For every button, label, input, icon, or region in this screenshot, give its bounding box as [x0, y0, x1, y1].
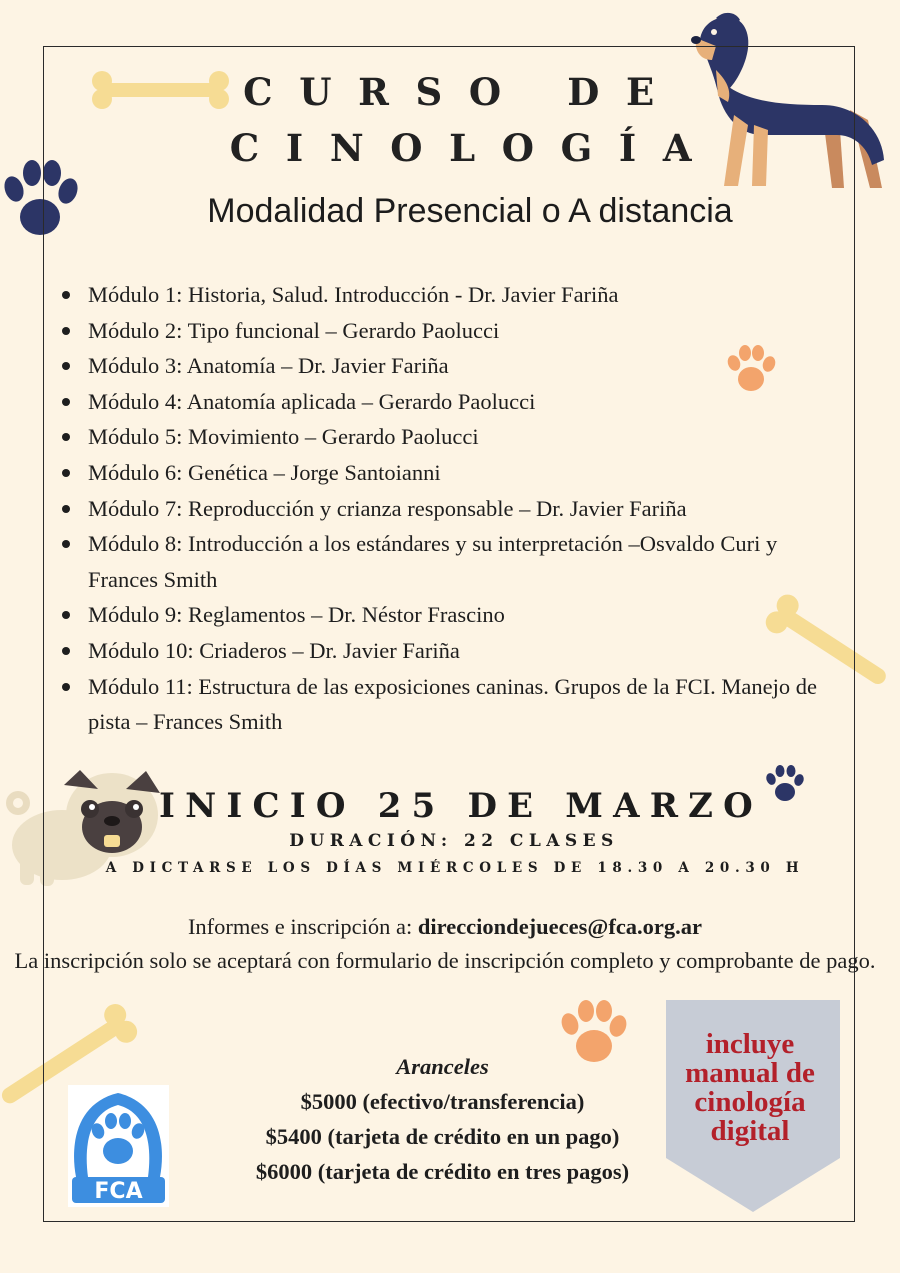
bullet-icon — [62, 433, 70, 441]
modules-list — [62, 277, 852, 740]
module-text: Módulo 1: Historia, Salud. Introducción - Dr. Javier Fariña — [88, 282, 619, 307]
list-item — [62, 384, 852, 420]
duration-text: DURACIÓN: 22 CLASES — [289, 831, 619, 851]
module-text: Módulo 3: Anatomía – Dr. Javier Fariña — [88, 353, 449, 379]
list-item — [62, 633, 852, 669]
bullet-icon — [62, 469, 70, 477]
bullet-icon — [62, 540, 70, 548]
registration-label: Informes e inscripción a: — [187, 914, 418, 939]
fees-heading: Aranceles — [396, 1054, 489, 1079]
list-item — [62, 491, 852, 527]
bullet-icon — [62, 683, 70, 691]
list-item — [62, 669, 852, 740]
module-text: Módulo 7: Reproducción y crianza responsable – Dr. Javier Fariña — [88, 495, 687, 521]
badge-line: cinología — [694, 1086, 806, 1118]
badge-line: manual de — [685, 1057, 815, 1089]
fee-item: $6000 (tarjeta de crédito en tres pagos) — [255, 1159, 630, 1184]
fee-item: $5000 (efectivo/transferencia) — [300, 1089, 585, 1114]
bullet-icon — [62, 398, 70, 406]
modality-subtitle: Modalidad Presencial o A distancia — [207, 192, 733, 230]
manual-badge-text — [666, 1030, 834, 1146]
bullet-icon — [62, 327, 70, 335]
start-date-heading: INICIO 25 DE MARZO — [158, 786, 763, 826]
registration-info — [0, 910, 890, 978]
module-text: Módulo 6: Genética – Jorge Santoianni — [88, 459, 441, 485]
module-text: Módulo 9: Reglamentos – Dr. Néstor Frascino — [88, 602, 505, 628]
badge-line: incluye — [705, 1028, 795, 1060]
list-item — [62, 419, 852, 455]
list-item — [62, 526, 852, 597]
module-text: Módulo 8: Introducción a los estándares y su interpretación –Osvaldo Curi y Frances Smith — [88, 531, 778, 592]
registration-note: La inscripción solo se aceptará con formulario de inscripción completo y comprobante de pago. — [14, 948, 876, 973]
bullet-icon — [62, 505, 70, 513]
bullet-icon — [62, 362, 70, 370]
badge-line: digital — [710, 1115, 790, 1147]
list-item — [62, 313, 852, 349]
module-text: Módulo 10: Criaderos – Dr. Javier Fariña — [88, 637, 460, 663]
course-title-line2: CINOLOGÍA — [229, 126, 719, 170]
class-days-text: A DICTARSE LOS DÍAS MIÉRCOLES DE 18.30 A 20.30 H — [105, 860, 805, 876]
list-item — [62, 455, 852, 491]
course-title-line1: CURSO DE — [243, 70, 681, 114]
bullet-icon — [62, 291, 70, 299]
fee-item: $5400 (tarjeta de crédito en un pago) — [265, 1124, 620, 1149]
bullet-icon — [62, 611, 70, 619]
bullet-icon — [62, 647, 70, 655]
module-text: Módulo 2: Tipo funcional – Gerardo Paolucci — [88, 317, 500, 343]
list-item — [62, 597, 852, 633]
module-text: Módulo 5: Movimiento – Gerardo Paolucci — [88, 424, 479, 450]
list-item — [62, 348, 852, 384]
fca-logo-icon — [68, 1085, 169, 1207]
fca-logo-text: FCA — [94, 1179, 143, 1204]
list-item — [62, 277, 852, 313]
contact-email[interactable]: direcciondejueces@fca.org.ar — [417, 914, 703, 939]
module-text: Módulo 4: Anatomía aplicada – Gerardo Paolucci — [88, 388, 536, 414]
fees-section — [180, 1049, 705, 1189]
registration-line — [0, 910, 890, 944]
module-text: Módulo 11: Estructura de las exposiciones caninas. Grupos de la FCI. Manejo de pista – Frances Smith — [88, 673, 818, 735]
